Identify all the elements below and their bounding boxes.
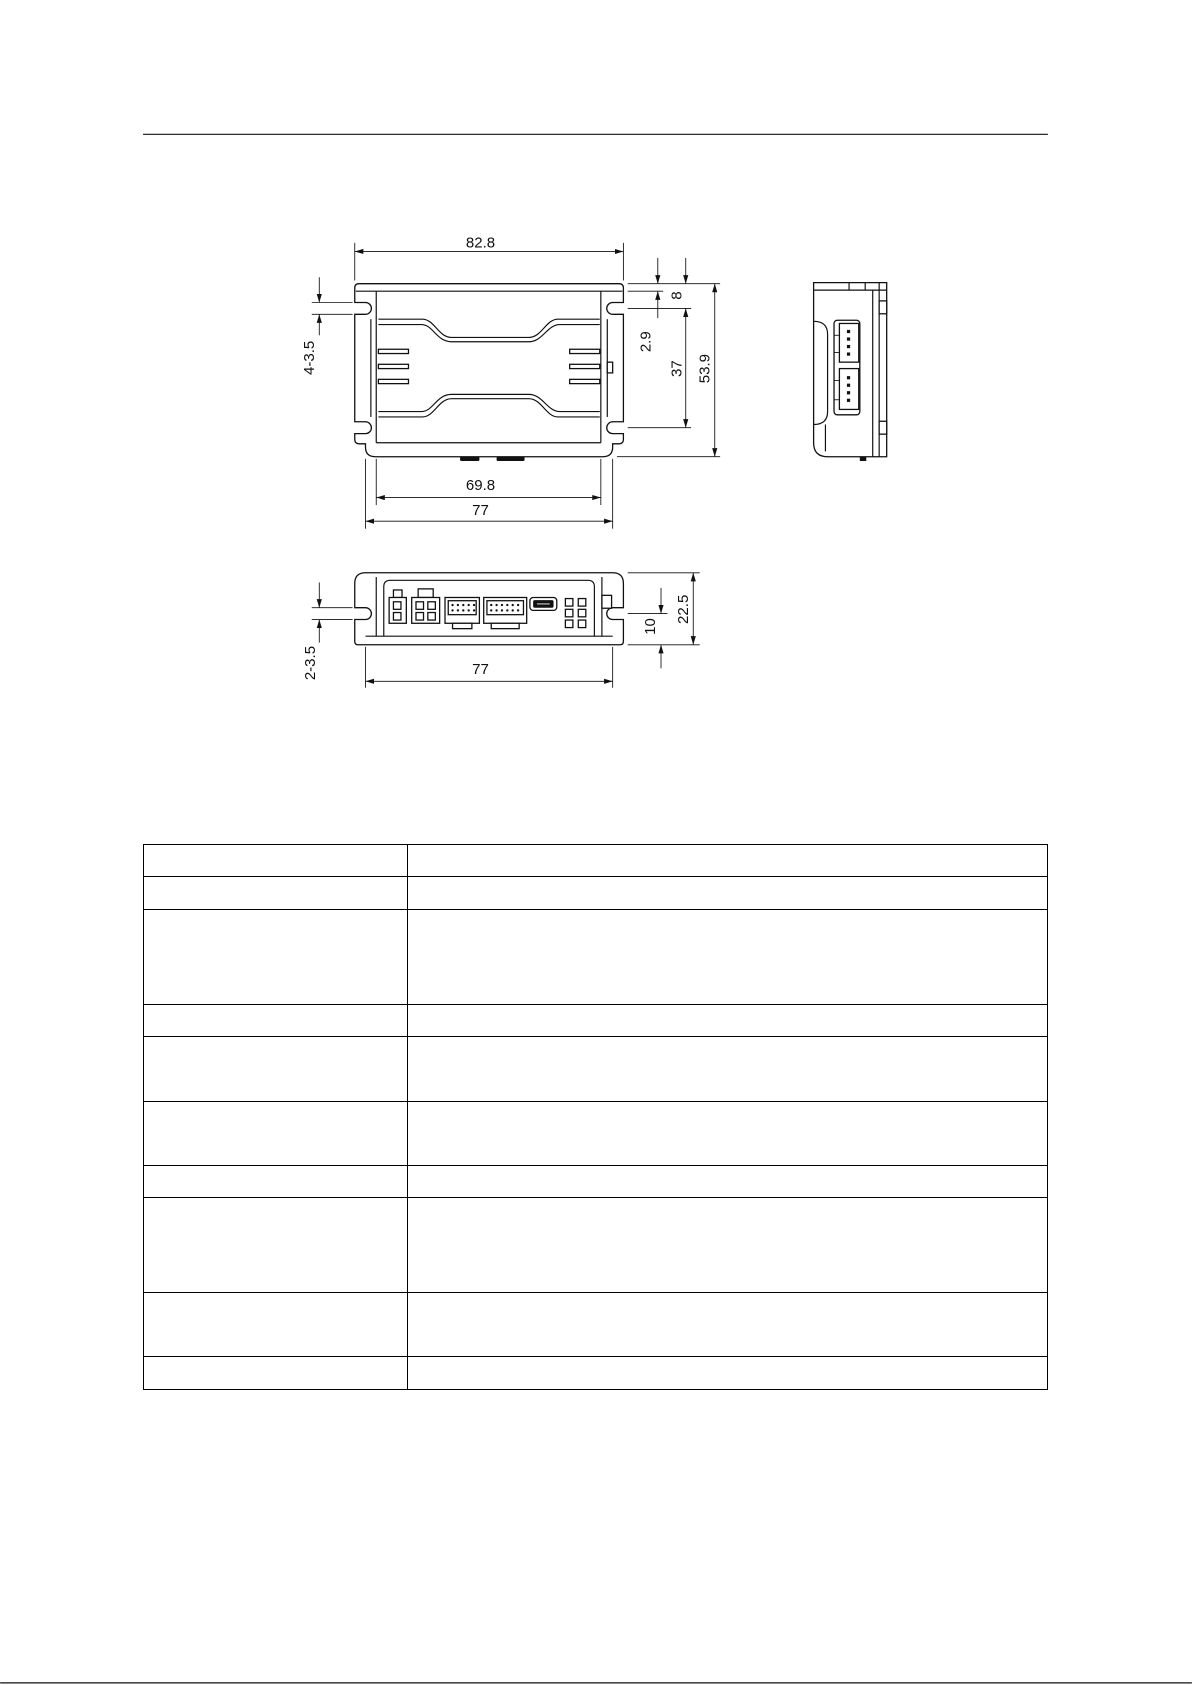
front-right-tab (602, 595, 612, 608)
dimension-label: 69.8 (465, 477, 496, 495)
side-flange-bump (879, 301, 887, 314)
connector-pin (517, 609, 519, 611)
dim-overall-width (355, 234, 624, 280)
connector-pin (847, 399, 850, 402)
dim-overall-height (675, 573, 693, 645)
connector-pin (451, 604, 453, 606)
dimension-label: 22.5 (675, 594, 693, 624)
connector-pin (512, 604, 514, 606)
status-led (578, 620, 586, 628)
power-connector-tab (393, 590, 402, 598)
dimension-label: 37 (668, 360, 686, 377)
table-cell-value (408, 1293, 1048, 1357)
fin-right (570, 349, 600, 353)
table-cell-value (408, 1198, 1048, 1293)
connector-pin (847, 376, 850, 379)
connector-cavity (393, 602, 401, 610)
connector-pin (506, 604, 508, 606)
table-cell-label (144, 1005, 408, 1037)
table-cell-value (408, 1357, 1048, 1390)
dim-overall-depth (697, 284, 715, 457)
table-cell-value (408, 910, 1048, 1005)
connector-cavity (428, 613, 436, 621)
io-connector-key (453, 623, 472, 628)
connector-pin (847, 337, 850, 340)
connector-pin (451, 609, 453, 611)
fin-left (378, 379, 408, 383)
connector-pin (847, 345, 850, 348)
table-cell-label (144, 845, 408, 877)
dim-hole-spacing-front (365, 647, 612, 688)
connector-cavity (428, 602, 436, 610)
connector-pin (501, 604, 503, 606)
connector-pin (473, 604, 475, 606)
connector-pin (847, 384, 850, 387)
table-cell-value (408, 877, 1048, 910)
table-row (144, 910, 1048, 1005)
connector-pin (473, 609, 475, 611)
connector-pin (495, 604, 497, 606)
connector-protrusion (460, 457, 479, 461)
dimension-label: 77 (472, 501, 489, 519)
usb-port-tongue (536, 603, 550, 605)
fin-left (378, 364, 408, 368)
status-led (565, 620, 573, 628)
front-view (355, 573, 624, 645)
spec-table-body (144, 845, 1048, 1390)
table-cell-value (408, 1102, 1048, 1166)
side-connector-upper (839, 323, 858, 362)
encoder-connector-inner (487, 601, 524, 615)
connector-pin (847, 330, 850, 333)
dimension-label: 2.9 (637, 331, 655, 353)
table-row (144, 1293, 1048, 1357)
top-view (355, 284, 624, 461)
table-cell-label (144, 1293, 408, 1357)
table-row (144, 1102, 1048, 1166)
connector-cavity (416, 602, 424, 610)
dimension-label: 2-3.5 (302, 645, 320, 681)
connector-pin (457, 604, 459, 606)
dim-holes-top (301, 277, 352, 375)
connector-pin (506, 609, 508, 611)
status-led (565, 609, 573, 617)
connector-pin (462, 609, 464, 611)
table-cell-value (408, 1005, 1048, 1037)
connector-pin (462, 604, 464, 606)
connector-pin (501, 609, 503, 611)
dim-top-to-edge (637, 258, 657, 352)
table-row (144, 1357, 1048, 1390)
table-row (144, 1037, 1048, 1102)
dim-holes-front (302, 582, 352, 680)
side-view (814, 283, 887, 461)
table-row (144, 845, 1048, 877)
connector-pin (467, 604, 469, 606)
table-cell-label (144, 1102, 408, 1166)
connector-cavity (393, 613, 401, 621)
connector-pin (847, 391, 850, 394)
side-notch-right (607, 362, 612, 373)
status-led (578, 609, 586, 617)
connector-cavity (416, 613, 424, 621)
table-row (144, 1005, 1048, 1037)
connector-pin (467, 609, 469, 611)
dim-top-to-hole (669, 258, 686, 300)
fin-right (570, 364, 600, 368)
connector-pin (490, 604, 492, 606)
connector-pin (512, 609, 514, 611)
table-cell-label (144, 1357, 408, 1390)
fin-right (570, 379, 600, 383)
status-led (578, 599, 586, 607)
spec-table (143, 844, 1048, 1390)
table-cell-label (144, 1198, 408, 1293)
dim-hole-height (642, 588, 661, 669)
io-connector-inner (448, 601, 476, 615)
motor-connector-tab (418, 589, 433, 598)
connector-pin (495, 609, 497, 611)
connector-protrusion (497, 457, 525, 461)
table-cell-value (408, 1166, 1048, 1198)
table-cell-label (144, 910, 408, 1005)
dim-inner-width (376, 459, 601, 505)
connector-pin (847, 352, 850, 355)
status-led (565, 599, 573, 607)
dimension-label: 8 (668, 291, 686, 300)
table-cell-label (144, 877, 408, 910)
connector-pin (490, 609, 492, 611)
table-row (144, 1166, 1048, 1198)
encoder-connector-key (491, 623, 519, 628)
table-cell-value (408, 1037, 1048, 1102)
side-flange-bump (879, 421, 887, 434)
side-bottom-stub (860, 457, 866, 461)
dim-hole-pitch (669, 308, 686, 427)
table-row (144, 877, 1048, 910)
dimension-label: 10 (641, 618, 659, 635)
table-row (144, 1198, 1048, 1293)
table-cell-value (408, 845, 1048, 877)
dimension-label: 53.9 (696, 353, 714, 384)
dimension-label: 4-3.5 (301, 340, 319, 375)
table-cell-label (144, 1166, 408, 1198)
dimension-label: 77 (472, 660, 489, 678)
connector-pin (457, 609, 459, 611)
dimension-label: 82.8 (465, 234, 496, 252)
table-cell-label (144, 1037, 408, 1102)
plate-outline (355, 284, 624, 457)
fin-left (378, 349, 408, 353)
side-connector-lower (839, 369, 858, 410)
connector-pin (517, 604, 519, 606)
